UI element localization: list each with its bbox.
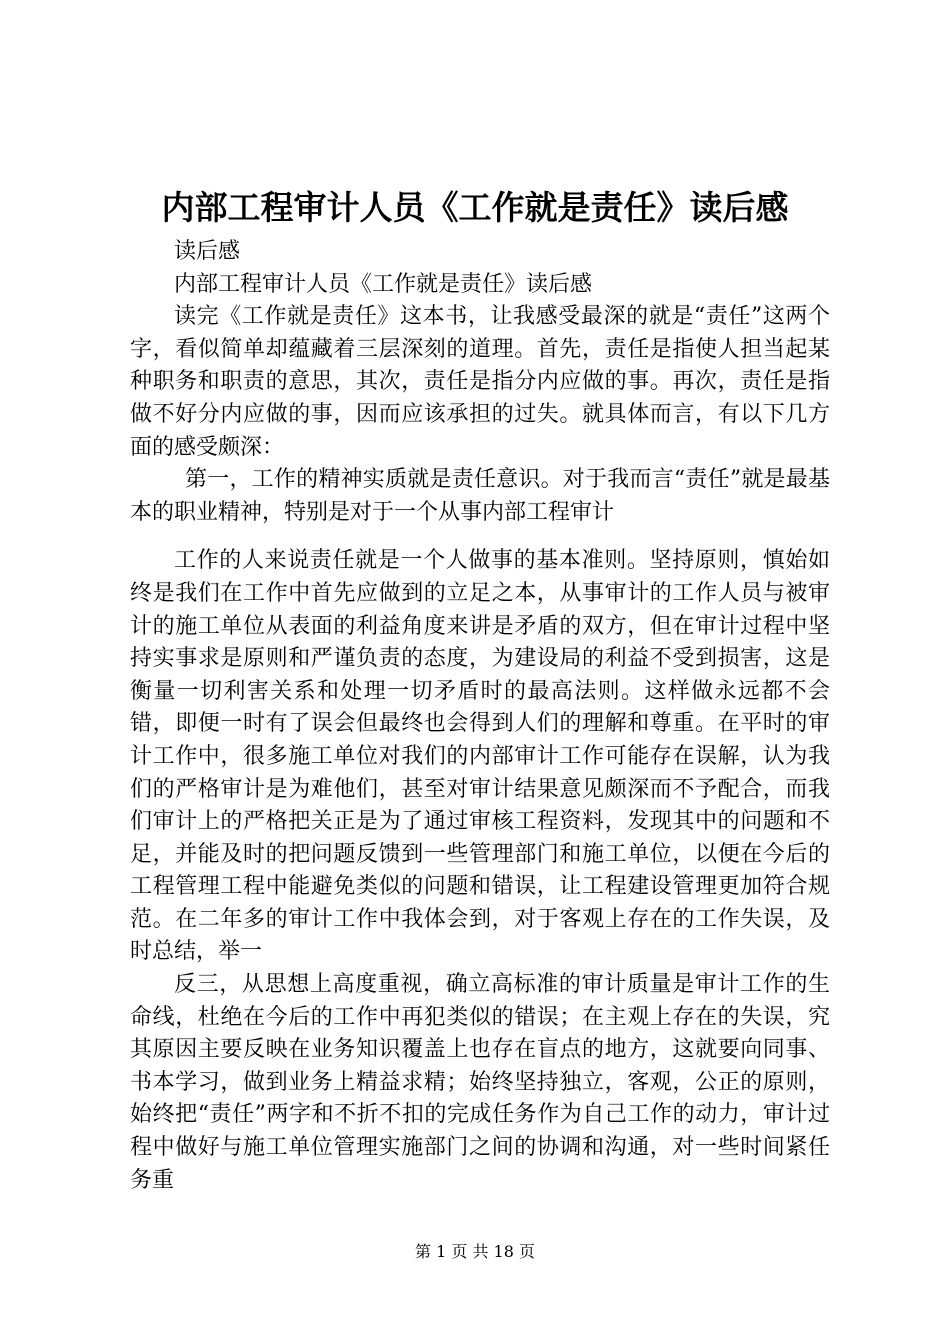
paragraph-body-1: 工作的人来说责任就是一个人做事的基本准则。坚持原则，慎始如终是我们在工作中首先应做到的立足之本，从事审计的工作人员与被审计的施工单位从表面的利益角度来讲是矛盾的双方，但在审计过程中坚持实事求是原则和严谨负责的态度，为建设局的利益不受到损害，这是衡量一切利害关系和处理一切矛盾时的最高法则。这样做永远都不会错，即便一时有了误会但最终也会得到人们的理解和尊重。在平时的审计工作中，很多施工单位对我们的内部审计工作可能存在误解，认为我们的严格审计是为难他们，甚至对审计结果意见颇深而不予配合，而我们审计上的严格把关正是为了通过审核工程资料，发现其中的问题和不足，并能及时的把问题反馈到一些管理部门和施工单位，以便在今后的工程管理工程中能避免类似的问题和错误，让工程建设管理更加符合规范。在二年多的审计工作中我体会到，对于客观上存在的工作失误，及时总结，举一 (130, 548, 830, 965)
paragraph-body-2: 反三，从思想上高度重视，确立高标准的审计质量是审计工作的生命线，杜绝在今后的工作中再犯类似的错误；在主观上存在的失误，究其原因主要反映在业务知识覆盖上也存在盲点的地方，这就要向同事、书本学习，做到业务上精益求精；始终坚持独立，客观，公正的原则，始终把“责任”两字和不折不扣的完成任务作为自己工作的动力，审计过程中做好与施工单位管理实施部门之间的协调和沟通，对一些时间紧任务重 (130, 972, 830, 1193)
page-number-footer: 第 1 页 共 18 页 (415, 1242, 535, 1261)
paragraph-subtitle: 读后感 (174, 239, 241, 264)
document-title: 内部工程审计人员《工作就是责任》读后感 (161, 188, 789, 227)
paragraph-point-one: 第一，工作的精神实质就是责任意识。对于我而言“责任”就是最基本的职业精神，特别是对于一个从事内部工程审计 (130, 467, 830, 525)
paragraph-intro: 读完《工作就是责任》这本书，让我感受最深的就是“责任”这两个字，看似简单却蕴藏着三层深刻的道理。首先，责任是指使人担当起某种职务和职责的意思，其次，责任是指分内应做的事。再次，责任是指做不好分内应做的事，因而应该承担的过失。就具体而言，有以下几方面的感受颇深： (130, 304, 830, 460)
document-body (130, 236, 830, 1197)
paragraph-heading: 内部工程审计人员《工作就是责任》读后感 (174, 271, 593, 297)
